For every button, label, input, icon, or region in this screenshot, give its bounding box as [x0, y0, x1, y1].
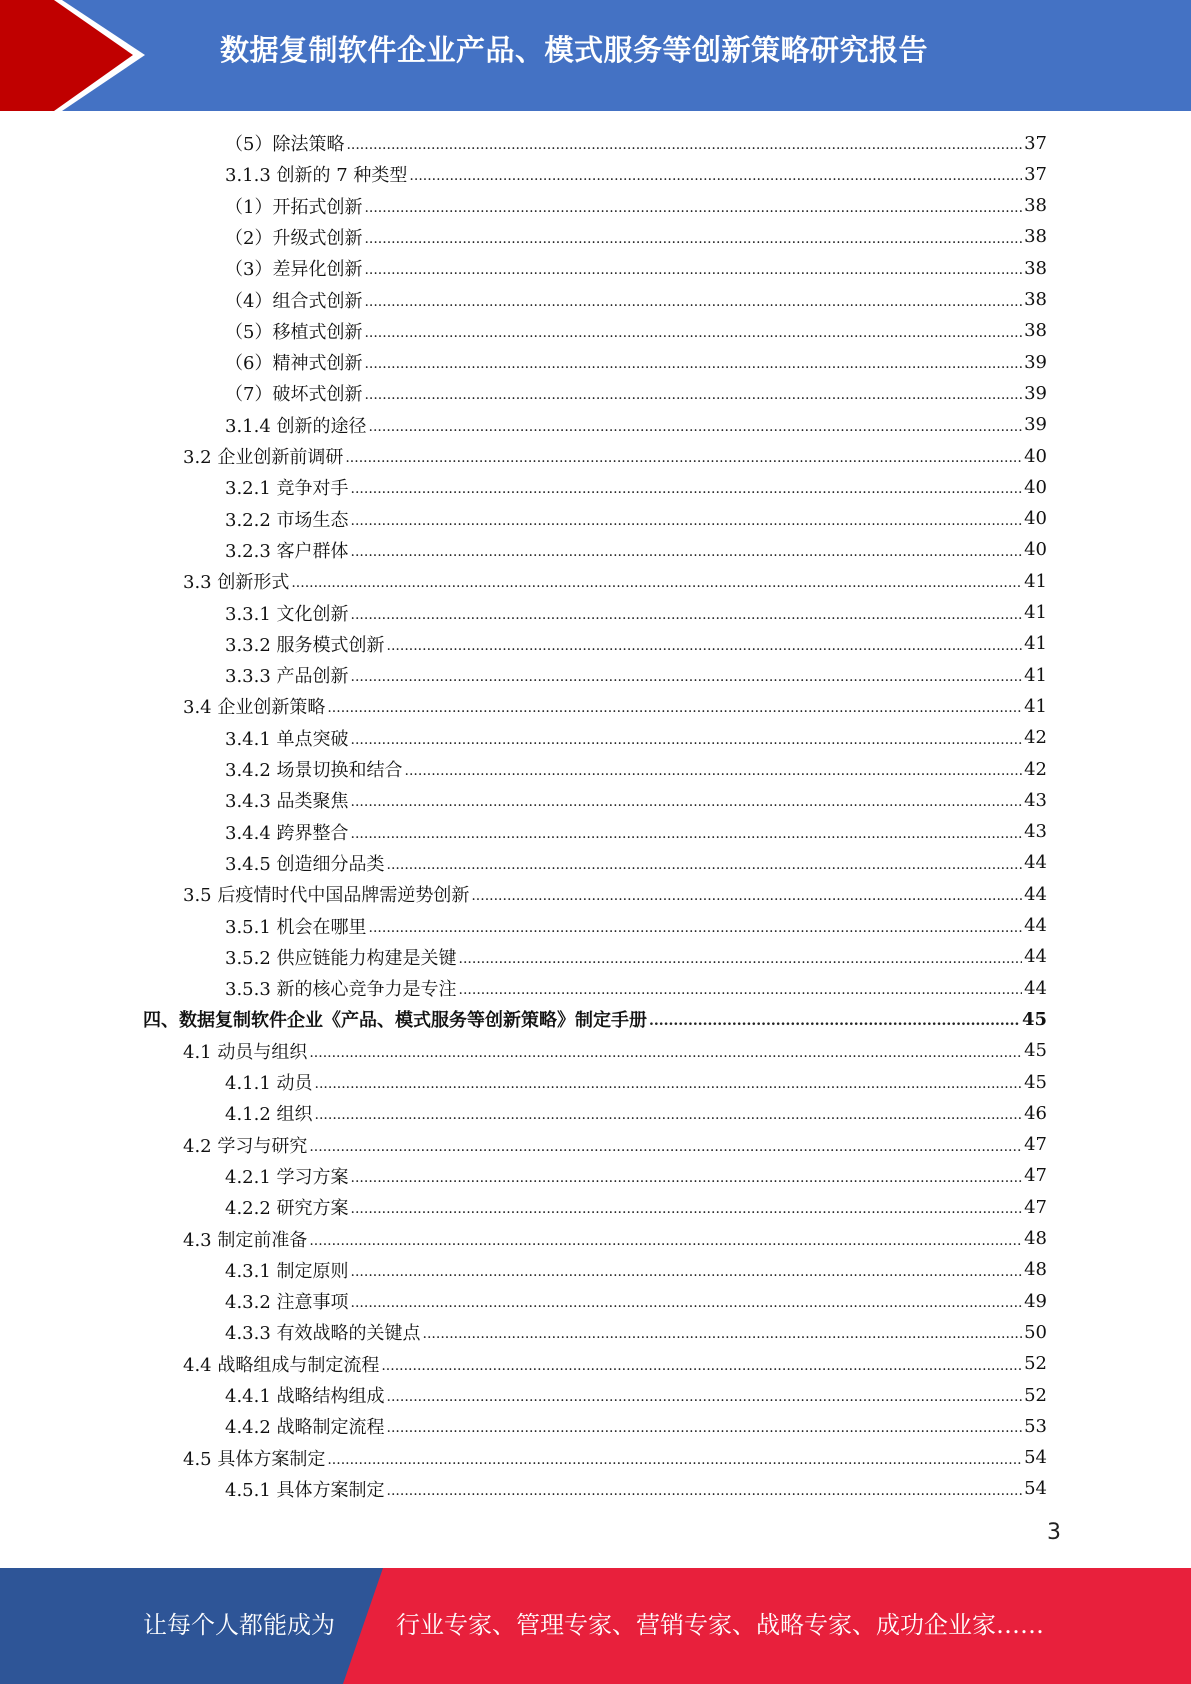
- toc-entry-title: 3.3 创新形式: [183, 572, 290, 594]
- toc-entry[interactable]: [225, 755, 1047, 783]
- toc-entry-title: 3.5.1 机会在哪里: [225, 916, 367, 938]
- toc-entry-page: 48: [1024, 1228, 1047, 1249]
- toc-entry-title: 3.2 企业创新前调研: [183, 447, 344, 468]
- toc-entry[interactable]: [225, 661, 1047, 689]
- toc-entry[interactable]: [183, 692, 1047, 720]
- toc-entry[interactable]: [225, 129, 1047, 157]
- toc-entry[interactable]: [225, 160, 1047, 188]
- toc-entry-title: 4.4 战略组成与制定流程: [183, 1354, 380, 1376]
- toc-entry-page: 42: [1024, 758, 1047, 780]
- toc-entry[interactable]: [225, 724, 1047, 752]
- toc-entry-page: 44: [1024, 852, 1047, 874]
- toc-entry-page: 38: [1024, 195, 1047, 217]
- toc-entry-title: 3.4.1 单点突破: [225, 728, 349, 750]
- toc-entry[interactable]: [225, 943, 1047, 971]
- toc-entry-title: 3.2.1 竞争对手: [225, 478, 349, 500]
- toc-entry-title: 4.1.2 组织: [225, 1104, 313, 1126]
- toc-entry[interactable]: [225, 1412, 1047, 1440]
- toc-leader-dots: [351, 536, 1023, 564]
- toc-entry-page: 44: [1024, 883, 1047, 905]
- toc-entry[interactable]: [225, 473, 1047, 501]
- toc-entry-page: 44: [1024, 915, 1047, 936]
- toc-entry-page: 38: [1024, 320, 1047, 342]
- toc-leader-dots: [364, 348, 1022, 376]
- toc-entry[interactable]: [225, 411, 1047, 439]
- toc-leader-dots: [351, 473, 1023, 501]
- toc-entry-title: 3.4 企业创新策略: [183, 697, 326, 719]
- footer-slogan-left: 让每个人都能成为: [143, 1611, 335, 1639]
- toc-entry[interactable]: [225, 786, 1047, 814]
- toc-entry-title: 4.1.1 动员: [225, 1073, 313, 1094]
- toc-leader-dots: [351, 1193, 1023, 1221]
- toc-entry-title: （1）开拓式创新: [225, 196, 363, 218]
- toc-entry-title: 4.2.2 研究方案: [225, 1198, 349, 1220]
- toc-entry[interactable]: [225, 317, 1047, 345]
- toc-leader-dots: [364, 379, 1022, 407]
- toc-entry-page: 41: [1024, 695, 1047, 717]
- toc-entry-page: 43: [1024, 821, 1047, 843]
- toc-entry-page: 54: [1024, 1447, 1047, 1469]
- toc-leader-dots: [387, 1381, 1023, 1409]
- toc-entry[interactable]: [225, 1256, 1047, 1284]
- toc-entry-title: 3.1.4 创新的途径: [225, 415, 367, 437]
- toc-leader-dots: [351, 661, 1023, 689]
- toc-entry[interactable]: [225, 505, 1047, 533]
- toc-entry[interactable]: [143, 1005, 1047, 1033]
- toc-leader-dots: [351, 505, 1023, 533]
- toc-entry-page: 40: [1024, 508, 1047, 530]
- toc-leader-dots: [364, 223, 1022, 251]
- toc-entry-page: 41: [1024, 664, 1047, 686]
- toc-leader-dots: [351, 1256, 1023, 1284]
- toc-leader-dots: [351, 818, 1023, 846]
- toc-entry[interactable]: [183, 880, 1047, 908]
- page-footer: [0, 1568, 1191, 1684]
- page-number: 3: [1047, 1520, 1061, 1545]
- toc-leader-dots: [351, 1287, 1023, 1315]
- toc-leader-dots: [364, 317, 1022, 345]
- toc-leader-dots: [369, 411, 1023, 439]
- toc-leader-dots: [459, 974, 1023, 1002]
- toc-entry-page: 44: [1024, 977, 1047, 999]
- toc-entry[interactable]: [225, 818, 1047, 846]
- toc-leader-dots: [315, 1068, 1023, 1096]
- toc-entry-title: 3.4.3 品类聚焦: [225, 791, 349, 813]
- toc-entry[interactable]: [183, 1350, 1047, 1378]
- toc-entry-page: 54: [1024, 1478, 1047, 1500]
- toc-entry-page: 45: [1024, 1071, 1047, 1093]
- toc-entry-page: 47: [1024, 1165, 1047, 1187]
- toc-leader-dots: [387, 849, 1023, 877]
- toc-leader-dots: [291, 567, 1022, 595]
- toc-leader-dots: [471, 880, 1022, 908]
- toc-leader-dots: [369, 912, 1023, 940]
- toc-entry-page: 38: [1024, 226, 1047, 248]
- toc-entry-page: 39: [1024, 351, 1047, 373]
- toc-leader-dots: [387, 630, 1023, 658]
- toc-leader-dots: [345, 442, 1022, 470]
- toc-entry-title: 四、数据复制软件企业《产品、模式服务等创新策略》制定手册: [143, 1010, 647, 1032]
- toc-entry-page: 40: [1024, 539, 1047, 561]
- toc-entry-page: 52: [1024, 1384, 1047, 1406]
- toc-entry[interactable]: [225, 974, 1047, 1002]
- toc-entry-page: 49: [1024, 1290, 1047, 1312]
- toc-entry-page: 42: [1024, 727, 1047, 749]
- toc-leader-dots: [405, 755, 1023, 783]
- toc-entry-title: 4.3.2 注意事项: [225, 1292, 349, 1314]
- toc-entry-title: 4.4.2 战略制定流程: [225, 1417, 385, 1439]
- toc-entry[interactable]: [183, 1444, 1047, 1472]
- toc-entry-page: 40: [1024, 476, 1047, 498]
- toc-entry[interactable]: [225, 536, 1047, 564]
- toc-entry-page: 52: [1024, 1353, 1047, 1375]
- toc-leader-dots: [381, 1350, 1022, 1378]
- toc-leader-dots: [364, 254, 1022, 282]
- toc-entry[interactable]: [225, 348, 1047, 376]
- toc-entry[interactable]: [225, 630, 1047, 658]
- toc-entry[interactable]: [225, 912, 1047, 940]
- toc-entry[interactable]: [225, 1099, 1047, 1127]
- toc-leader-dots: [327, 1444, 1022, 1472]
- toc-entry-title: 3.2.2 市场生态: [225, 509, 349, 531]
- toc-entry-page: 45: [1024, 1040, 1047, 1062]
- toc-leader-dots: [459, 943, 1023, 971]
- toc-entry-page: 45: [1021, 1008, 1047, 1030]
- toc-entry-title: 3.4.2 场景切换和结合: [225, 760, 403, 781]
- toc-entry[interactable]: [183, 567, 1047, 595]
- toc-entry-page: 43: [1024, 789, 1047, 811]
- toc-entry[interactable]: [225, 379, 1047, 407]
- toc-entry-title: 3.3.1 文化创新: [225, 603, 349, 625]
- toc-leader-dots: [351, 599, 1023, 627]
- toc-leader-dots: [309, 1225, 1022, 1253]
- toc-entry-title: 3.2.3 客户群体: [225, 540, 349, 562]
- toc-leader-dots: [387, 1412, 1023, 1440]
- toc-entry[interactable]: [225, 223, 1047, 251]
- toc-entry-page: 41: [1024, 633, 1047, 655]
- toc-leader-dots: [351, 724, 1023, 752]
- header-arrow-red: [0, 0, 133, 111]
- toc-entry[interactable]: [225, 1318, 1047, 1346]
- toc-leader-dots: [351, 1162, 1023, 1190]
- toc-entry-title: 4.5 具体方案制定: [183, 1448, 326, 1470]
- toc-entry[interactable]: [183, 1131, 1047, 1159]
- toc-entry-page: 47: [1024, 1196, 1047, 1218]
- toc-entry-title: 3.3.3 产品创新: [225, 666, 349, 688]
- toc-entry[interactable]: [225, 286, 1047, 314]
- toc-entry-title: 4.5.1 具体方案制定: [225, 1479, 385, 1501]
- toc-entry-title: （5）除法策略: [225, 134, 345, 155]
- toc-entry-page: 44: [1024, 946, 1047, 968]
- toc-entry-title: （7）破坏式创新: [225, 384, 363, 406]
- toc-entry[interactable]: [225, 1475, 1047, 1503]
- toc-entry-title: 3.1.3 创新的 7 种类型: [225, 165, 408, 187]
- toc-entry-title: （6）精神式创新: [225, 353, 363, 375]
- toc-entry[interactable]: [225, 254, 1047, 282]
- toc-entry[interactable]: [225, 599, 1047, 627]
- toc-entry-title: （3）差异化创新: [225, 259, 363, 281]
- toc-entry-page: 46: [1024, 1102, 1047, 1124]
- toc-leader-dots: [327, 692, 1022, 720]
- toc-entry[interactable]: [225, 849, 1047, 877]
- toc-entry-title: 4.2.1 学习方案: [225, 1166, 349, 1188]
- toc-entry-title: 3.4.4 跨界整合: [225, 822, 349, 844]
- toc-entry-page: 53: [1024, 1415, 1047, 1437]
- toc-entry-page: 39: [1024, 414, 1047, 436]
- toc-entry-title: 4.3.1 制定原则: [225, 1260, 349, 1282]
- toc-entry-title: 3.5 后疫情时代中国品牌需逆势创新: [183, 885, 470, 907]
- toc-entry-title: 3.5.2 供应链能力构建是关键: [225, 947, 457, 969]
- toc-entry-page: 37: [1024, 163, 1047, 185]
- toc-entry[interactable]: [225, 192, 1047, 220]
- toc-leader-dots: [649, 1005, 1020, 1033]
- toc-entry-page: 47: [1024, 1134, 1047, 1156]
- toc-entry-title: 4.2 学习与研究: [183, 1135, 308, 1157]
- footer-slogan-right: 行业专家、管理专家、营销专家、战略专家、成功企业家……: [396, 1611, 1044, 1639]
- toc-entry-title: 3.4.5 创造细分品类: [225, 853, 385, 875]
- header-arrow-decoration: [0, 0, 160, 111]
- toc-entry[interactable]: [183, 1225, 1047, 1253]
- toc-entry[interactable]: [225, 1287, 1047, 1315]
- toc-entry-page: 39: [1024, 382, 1047, 404]
- toc-entry-page: 41: [1024, 570, 1047, 592]
- toc-entry-page: 38: [1024, 289, 1047, 310]
- toc-entry-title: （2）升级式创新: [225, 227, 363, 249]
- toc-leader-dots: [409, 160, 1022, 188]
- toc-leader-dots: [351, 786, 1023, 814]
- toc-leader-dots: [423, 1318, 1023, 1346]
- toc-entry[interactable]: [225, 1381, 1047, 1409]
- toc-leader-dots: [346, 129, 1022, 157]
- toc-entry-title: （4）组合式创新: [225, 290, 363, 312]
- toc-entry-title: 4.1 动员与组织: [183, 1041, 308, 1063]
- toc-entry[interactable]: [225, 1068, 1047, 1096]
- toc-entry-title: 3.5.3 新的核心竞争力是专注: [225, 979, 457, 1001]
- toc-entry-title: （5）移植式创新: [225, 321, 363, 343]
- toc-entry-page: 38: [1024, 257, 1047, 279]
- toc-entry-page: 41: [1024, 602, 1047, 623]
- toc-leader-dots: [315, 1099, 1023, 1127]
- toc-leader-dots: [309, 1131, 1022, 1159]
- toc-entry-title: 4.4.1 战略结构组成: [225, 1386, 385, 1407]
- toc-leader-dots: [364, 286, 1022, 314]
- toc-entry-page: 37: [1024, 132, 1047, 154]
- page-header: [0, 0, 1191, 111]
- toc-leader-dots: [387, 1475, 1023, 1503]
- document-title: 数据复制软件企业产品、模式服务等创新策略研究报告: [220, 33, 929, 67]
- toc-entry-page: 48: [1024, 1259, 1047, 1281]
- toc-entry[interactable]: [183, 442, 1047, 470]
- toc-entry-title: 4.3.3 有效战略的关键点: [225, 1323, 421, 1345]
- toc-entry-title: 3.3.2 服务模式创新: [225, 634, 385, 656]
- toc-entry-title: 4.3 制定前准备: [183, 1229, 308, 1251]
- toc-leader-dots: [309, 1037, 1022, 1065]
- toc-entry[interactable]: [225, 1162, 1047, 1190]
- toc-entry-page: 40: [1024, 445, 1047, 467]
- toc-entry[interactable]: [225, 1193, 1047, 1221]
- toc-leader-dots: [364, 192, 1022, 220]
- toc-entry[interactable]: [183, 1037, 1047, 1065]
- toc-entry-page: 50: [1024, 1321, 1047, 1343]
